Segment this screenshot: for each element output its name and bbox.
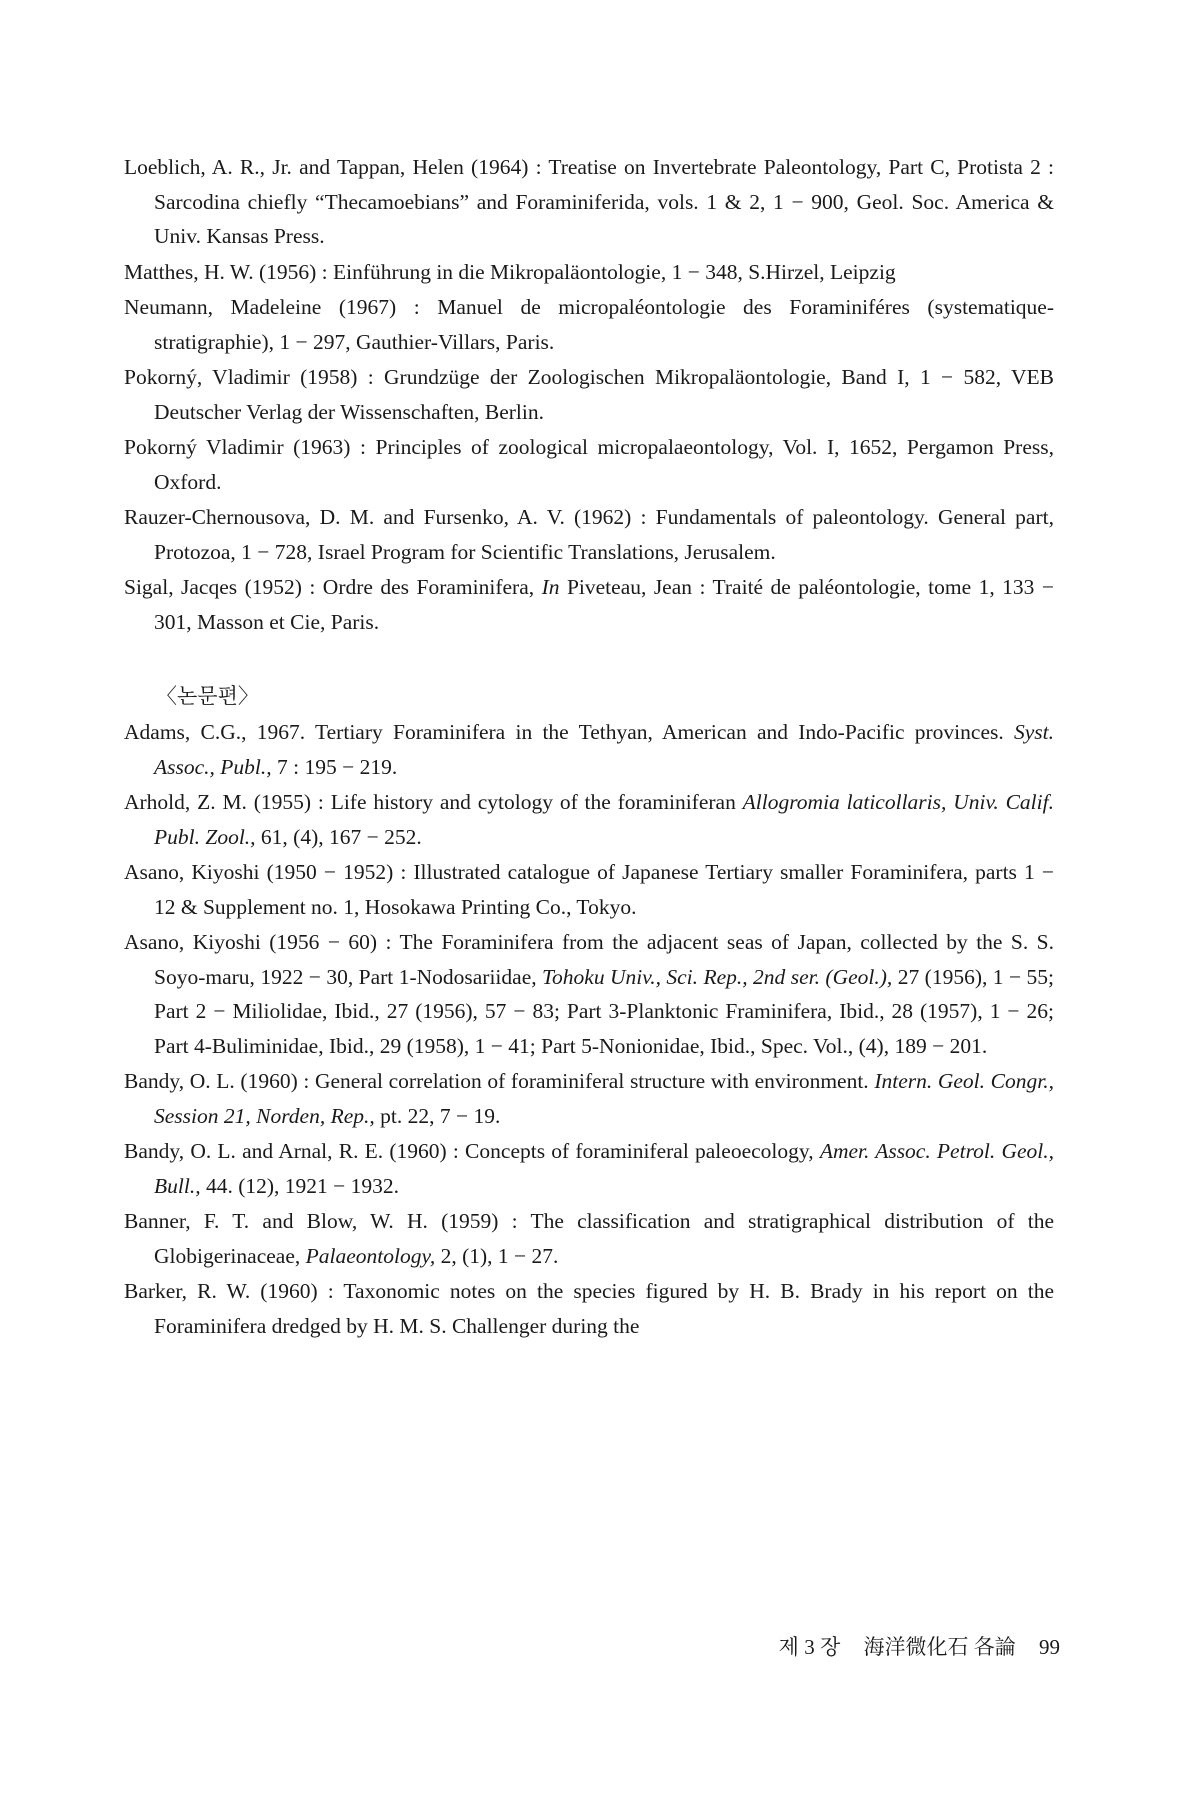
chapter-label: 제 3 장 [778,1635,841,1659]
reference-entry: Matthes, H. W. (1956) : Einführung in die Mikropaläontologie, 1 − 348, S.Hirzel, Leipzig [124,259,896,284]
reference-entry: Rauzer-Chernousova, D. M. and Fursenko, A. V. (1962) : Fundamentals of paleontology. General part, Protozoa, 1 − 728, Israel Program for Scientific Translations, Jerusalem. [124,505,1054,564]
reference-entry: Pokorný, Vladimir (1958) : Grundzüge der Zoologischen Mikropaläontologie, Band I, 1 − 582, VEB Deutscher Verlag der Wissenschaften, Berlin. [124,365,1054,424]
section-heading: 〈논문편〉 [156,684,259,708]
page-number: 99 [1039,1635,1060,1659]
page-footer [700,1632,1060,1662]
book-references [124,150,1054,639]
reference-entry: Barker, R. W. (1960) : Taxonomic notes on the species figured by H. B. Brady in his report on the Foraminifera dredged by H. M. S. Challenger during the [124,1279,1054,1338]
reference-page [124,150,1054,1344]
reference-entry: Pokorný Vladimir (1963) : Principles of zoological micropalaeontology, Vol. I, 1652, Pergamon Press, Oxford. [124,435,1054,494]
reference-entry: Asano, Kiyoshi (1950 − 1952) : Illustrated catalogue of Japanese Tertiary smaller Foraminifera, parts 1 − 12 & Supplement no. 1, Hosokawa Printing Co., Tokyo. [124,860,1054,919]
chapter-title: 海洋微化石 各論 [863,1635,1016,1659]
paper-references [124,715,1054,1343]
reference-entry: Adams, C.G., 1967. Tertiary Foraminifera in the Tethyan, American and Indo-Pacific provinces. Syst. Assoc., Publ., 7 : 195 − 219. [124,720,1054,779]
reference-entry: Asano, Kiyoshi (1956 − 60) : The Foraminifera from the adjacent seas of Japan, collected by the S. S. Soyo-maru, 1922 − 30, Part 1-Nodosariidae, Tohoku Univ., Sci. Rep., 2nd ser. (Geol.), 27 (1956), 1 − 55; Part 2 − Miliolidae, Ibid., 27 (1956), 57 − 83; Part 3-Planktonic Framinifera, Ibid., 28 (1957), 1 − 26; Part 4-Buliminidae, Ibid., 29 (1958), 1 − 41; Part 5-Nonionidae, Ibid., Spec. Vol., (4), 189 − 201. [124,930,1055,1058]
reference-entry: Arhold, Z. M. (1955) : Life history and cytology of the foraminiferan Allogromia laticollaris, Univ. Calif. Publ. Zool., 61, (4), 167 − 252. [124,790,1054,849]
reference-entry: Bandy, O. L. and Arnal, R. E. (1960) : Concepts of foraminiferal paleoecology, Amer. Assoc. Petrol. Geol., Bull., 44. (12), 1921 − 1932. [124,1139,1054,1198]
reference-entry: Sigal, Jacqes (1952) : Ordre des Foraminifera, In Piveteau, Jean : Traité de paléontologie, tome 1, 133 − 301, Masson et Cie, Paris. [124,575,1054,634]
reference-entry: Neumann, Madeleine (1967) : Manuel de micropaléontologie des Foraminiféres (systematique-stratigraphie), 1 − 297, Gauthier-Villars, Paris. [124,295,1054,354]
reference-entry: Banner, F. T. and Blow, W. H. (1959) : The classification and stratigraphical distribution of the Globigerinaceae, Palaeontology, 2, (1), 1 − 27. [124,1209,1054,1268]
reference-entry: Bandy, O. L. (1960) : General correlation of foraminiferal structure with environment. Intern. Geol. Congr., Session 21, Norden, Rep., pt. 22, 7 − 19. [124,1069,1054,1128]
reference-entry: Loeblich, A. R., Jr. and Tappan, Helen (1964) : Treatise on Invertebrate Paleontology, Part C, Protista 2 : Sarcodina chiefly “Thecamoebians” and Foraminiferida, vols. 1 & 2, 1 − 900, Geol. Soc. America & Univ. Kansas Press. [124,155,1054,248]
